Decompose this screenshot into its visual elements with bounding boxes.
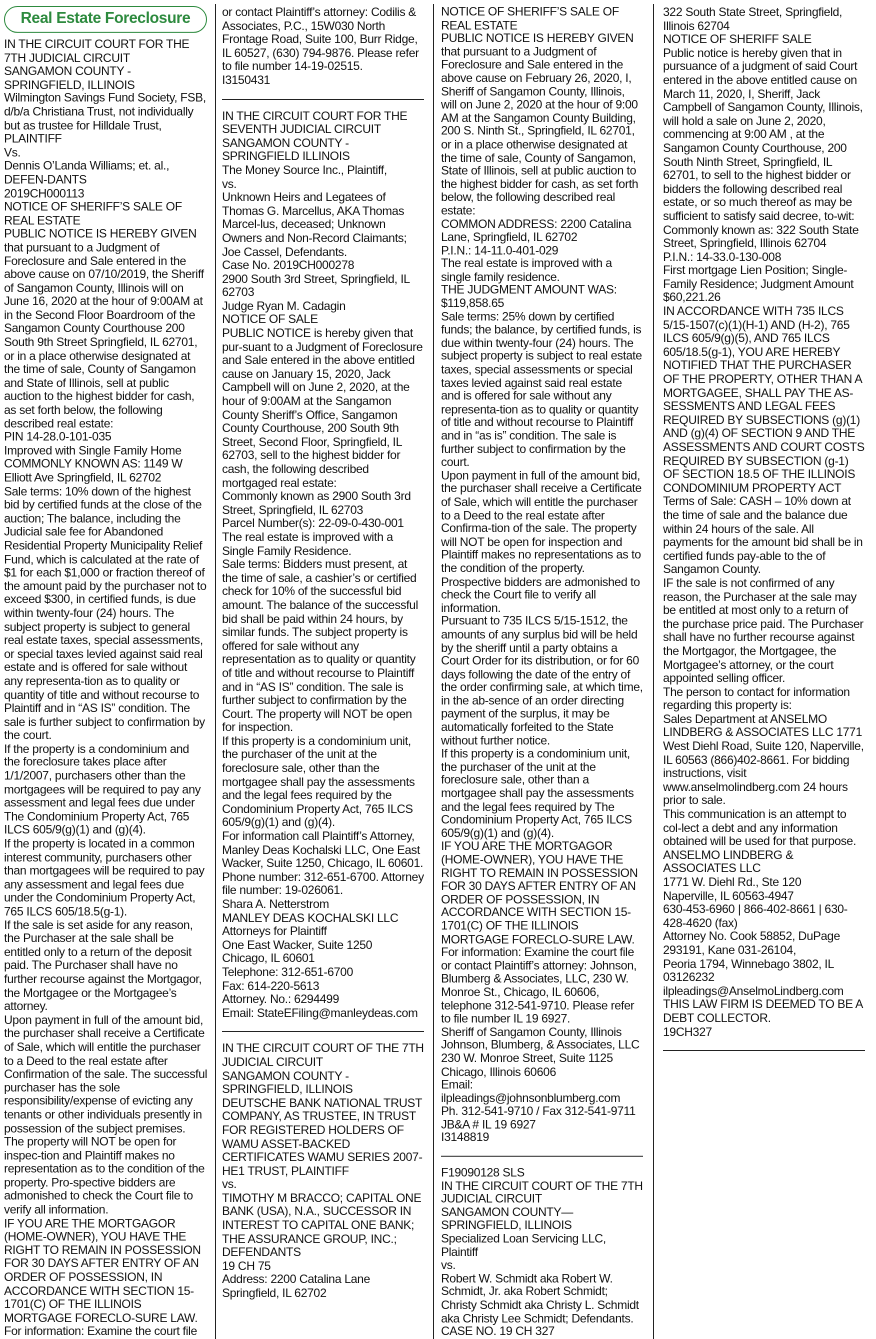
- legal-notice-body: IN THE CIRCUIT COURT OF THE 7TH JUDICIAL CIRCUIT SANGAMON COUNTY - SPRINGFIELD, ILLINOIS DEUTSCHE BANK NATIONAL TRUST COMPANY, AS TRUSTEE, IN TRUST FOR REGISTERED HOLDERS OF WAMU ASSET-BACKED CERTIFICATES WAMU SERIES 2007-HE1 TRUST, PLAINTIFF vs. TIMOTHY M BRACCO; CAPITAL ONE BANK (USA), N.A., SUCCESSOR IN INTEREST TO CAPITAL ONE BANK; THE ASSURANCE GROUP, INC.; DEFENDANTS 19 CH 75 Address: 2200 Catalina Lane Springfield, IL 62702: [222, 1041, 424, 1301]
- column-2: [222, 6, 424, 1339]
- legal-notice-body: or contact Plaintiff’s attorney: Codilis & Associates, P.C., 15W030 North Frontage Road, Suite 100, Burr Ridge, IL 60527, (630) 794-9876. Please refer to file number 14-19-02515. I3150431: [222, 6, 419, 87]
- notice-separator: [441, 1156, 643, 1157]
- legal-notice-body: IN THE CIRCUIT COURT FOR THE 7TH JUDICIAL CIRCUIT SANGAMON COUNTY - SPRINGFIELD, ILLINOIS Wilmington Savings Fund Society, FSB, d/b/a Christiana Trust, not individually but as trustee for Hilldale Trust, PLAINTIFF Vs. Dennis O’Landa Williams; et. al., DEFEN-DANTS 2019CH000113 NOTICE OF SHERIFF’S SALE OF REAL ESTATE PUBLIC NOTICE IS HEREBY GIVEN that pursuant to a Judgment of Foreclosure and Sale entered in the above cause on 07/10/2019, the Sheriff of Sangamon County, Illinois will on June 16, 2020 at the hour of 9:00AM at in the Second Floor Boardroom of the Sangamon County Courthouse 200 South 9th Street Springfield, IL 62701, or in a place otherwise designated at the time of sale, County of Sangamon and State of Illinois, sell at public auction to the highest bidder for cash, as set forth below, the following described real estate: PIN 14-28.0-101-035 Improved with Single Family Home COMMONLY KNOWN AS: 1149 W Elliott Ave Springfield, IL 62702 Sale terms: 10% down of the highest bid by certified funds at the close of the auction; The balance, including the Judicial sale fee for Abandoned Residential Property Municipality Relief Fund, which is calculated at the rate of $1 for each $1,000 or fraction thereof of the amount paid by the purchaser not to exceed $300, in certified funds, is due within twenty-four (24) hours. The subject property is subject to general real estate taxes, special assessments, or special taxes levied against said real estate and is offered for sale without any representa-tion as to quality or quantity of title and without recourse to Plaintiff and in “AS IS” condition. The sale is further subject to confirmation by the court. If the property is a condominium and the foreclosure takes place after 1/1/2007, purchasers other than the mortgagees will be required to pay any assessment and legal fees due under The Condominium Property Act, 765 ILCS 605/9(g)(1) and (g)(4). If the property is located in a common interest community, purchasers other than mortgagees will be required to pay any assessment and legal fees due under the Condominium Property Act, 765 ILCS 605/18.5(g-1). If the sale is set aside for any reason, the Purchaser at the sale shall be entitled only to a return of the deposit paid. The Purchaser shall have no further recourse against the Mortgagor, the Mortgagee or the Mortgagee’s attorney. Upon payment in full of the amount bid, the purchaser shall receive a Certificate of Sale, which will entitle the purchaser to a Deed to the real estate after Confirmation of the sale. The successful purchaser has the sole responsibility/expense of evicting any tenants or other individuals presently in possession of the subject premises. The property will NOT be open for inspec-tion and Plaintiff makes no representation as to the condition of the property. Pro-spective bidders are admonished to check the Court file to verify all information. IF YOU ARE THE MORTGAGOR (HOME-OWNER), YOU HAVE THE RIGHT TO REMAIN IN POSSESSION FOR 30 DAYS AFTER ENTRY OF AN ORDER OF POSSESSION, IN ACCORDANCE WITH SECTION 15-1701(C) OF THE ILLINOIS MORTGAGE FORECLO-SURE LAW. For information: Examine the court file: [4, 36, 208, 1339]
- section-banner: Real Estate Foreclosure: [4, 6, 207, 33]
- legal-notice-body: NOTICE OF SHERIFF’S SALE OF REAL ESTATE PUBLIC NOTICE IS HEREBY GIVEN that pursuant to a Judgment of Foreclosure and Sale entered in the above cause on February 26, 2020, I, Sheriff of Sangamon County, Illinois, will on June 2, 2020 at the hour of 9:00 AM at the Sangamon County Building, 200 S. Ninth St., Springfield, IL 62701, or in a place otherwise designated at the time of sale, County of Sangamon, State of Illinois, sell at public auction to the highest bidder for cash, as set forth below, the following described real estate: COMMON ADDRESS: 2200 Catalina Lane, Springfield, IL 62702 P.I.N.: 14-11.0-401-029 The real estate is improved with a single family residence. THE JUDGMENT AMOUNT WAS: $119,858.65 Sale terms: 25% down by certified funds; the balance, by certified funds, is due within twenty-four (24) hours. The subject property is subject to real estate taxes, special assessments or special taxes levied against said real estate and is offered for sale without any representa-tion as to quality or quantity of title and without recourse to Plaintiff and in “as is” condition. The sale is further subject to confirmation by the court. Upon payment in full of the amount bid, the purchaser shall receive a Certificate of Sale, which will entitle the purchaser to a Deed to the real estate after Confirma-tion of the sale. The property will NOT be open for inspection and Plaintiff makes no representations as to the condition of the property. Prospective bidders are admonished to check the Court file to verify all information. Pursuant to 735 ILCS 5/15-1512, the amounts of any surplus bid will be held by the sheriff until a party obtains a Court Order for its distribution, or for 60 days following the date of the entry of the order confirming sale, at which time, in the ab-sence of an order directing payment of the surplus, it may be automatically forfeited to the State without further notice. If this property is a condominium unit, the purchaser of the unit at the foreclosure sale, other than a mortgagee shall pay the assessments and the legal fees required by The Condominium Property Act, 765 ILCS 605/9(g)(1) and (g)(4). IF YOU ARE THE MORTGAGOR (HOME-OWNER), YOU HAVE THE RIGHT TO REMAIN IN POSSESSION FOR 30 DAYS AFTER ENTRY OF AN ORDER OF POSSESSION, IN ACCORDANCE WITH SECTION 15-1701(C) OF THE ILLINOIS MORTGAGE FORECLO-SURE LAW. For information: Examine the court file or contact Plaintiff’s attorney: Johnson, Blumberg & Associates, LLC, 230 W. Monroe St., Chicago, IL 60606, telephone 312-541-9710. Please refer to file number IL 19 6927. Sheriff of Sangamon County, Illinois Johnson, Blumberg, & Associates, LLC 230 W. Monroe Street, Suite 1125 Chicago, Illinois 60606 Email: ilpleadings@johnsonblumberg.com Ph. 312-541-9710 / Fax 312-541-9711 JB&A # IL 19 6927 I3148819: [441, 6, 643, 1145]
- notice-separator: [222, 1031, 424, 1032]
- notice-separator: [222, 99, 424, 100]
- legal-notice-body: 322 South State Street, Springfield, Illinois 62704 NOTICE OF SHERIFF SALE Public notice is hereby given that in pursuance of a judgment of said Court entered in the above entitled cause on March 11, 2020, I, Sheriff, Jack Campbell of Sangamon County, Illinois, will hold a sale on June 2, 2020, commencing at 9:00 AM , at the Sangamon County Courthouse, 200 South Ninth Street, Springfield, IL 62701, to sell to the highest bidder or bidders the following described real estate, or so much thereof as may be sufficient to satisfy said decree, to-wit: Commonly known as: 322 South State Street, Springfield, Illinois 62704 P.I.N.: 14-33.0-130-008 First mortgage Lien Position; Single-Family Residence; Judgment Amount $60,221.26 IN ACCORDANCE WITH 735 ILCS 5/15-1507(c)(1)(H-1) AND (H-2), 765 ILCS 605/9(g)(5), AND 765 ILCS 605/18.5(g-1), YOU ARE HEREBY NOTIFIED THAT THE PURCHASER OF THE PROPERTY, OTHER THAN A MORTGAGEE, SHALL PAY THE AS-SESSMENTS AND LEGAL FEES REQUIRED BY SUBSECTIONS (g)(1) AND (g)(4) OF SECTION 9 AND THE ASSESSMENTS AND COURT COSTS REQUIRED BY SUBSECTION (g-1) OF SECTION 18.5 OF THE ILLINOIS CONDOMINIUM PROPERTY ACT Terms of Sale: CASH – 10% down at the time of sale and the balance due within 24 hours of the sale. All payments for the amount bid shall be in certified funds pay-able to the of Sangamon County. IF the sale is not confirmed of any reason, the Purchaser at the sale may be entitled at most only to a return of the purchase price paid. The Purchaser shall have no further recourse against the Mortgagor, the Mortgagee, the Mortgagee’s attorney, or the court appointed selling officer. The person to contact for information regarding this property is: Sales Department at ANSELMO LINDBERG & ASSOCIATES LLC 1771 West Diehl Road, Suite 120, Naperville, IL 60563 (866)402-8661. For bidding instructions, visit www.anselmolindberg.com 24 hours prior to sale. This communication is an attempt to col-lect a debt and any information obtained will be used for that purpose. ANSELMO LINDBERG & ASSOCIATES LLC 1771 W. Diehl Rd., Ste 120 Naperville, IL 60563-4947 630-453-6960 | 866-402-8661 | 630-428-4620 (fax) Attorney No. Cook 58852, DuPage 293191, Kane 031-26104, Peoria 1794, Winnebago 3802, IL 03126232 ilpleadings@AnselmoLindberg.com THIS LAW FIRM IS DEEMED TO BE A DEBT COLLECTOR. 19CH327: [663, 6, 865, 1039]
- column-3: [441, 6, 643, 1339]
- column-divider: [215, 4, 216, 1339]
- notice-separator: [663, 1050, 865, 1051]
- legal-notice-body: F19090128 SLS IN THE CIRCUIT COURT OF THE 7TH JUDICIAL CIRCUIT SANGAMON COUNTY—SPRINGFIELD, ILLINOIS Specialized Loan Servicing LLC, Plaintiff vs. Robert W. Schmidt aka Robert W. Schmidt, Jr. aka Robert Schmidt; Christy Schmidt aka Christy L. Schmidt aka Christy Lee Schmidt; Defendants. CASE NO. 19 CH 327: [441, 1165, 643, 1339]
- column-1: [4, 6, 208, 1339]
- column-divider: [433, 4, 434, 1339]
- column-4: [663, 6, 865, 1339]
- legal-notice-body: IN THE CIRCUIT COURT FOR THE SEVENTH JUDICIAL CIRCUIT SANGAMON COUNTY - SPRINGFIELD ILLINOIS The Money Source Inc., Plaintiff, vs. Unknown Heirs and Legatees of Thomas G. Marcellus, AKA Thomas Marcel-lus, deceased; Unknown Owners and Non-Record Claimants; Joe Cassel, Defendants. Case No. 2019CH000278 2900 South 3rd Street, Springfield, IL 62703 Judge Ryan M. Cadagin NOTICE OF SALE PUBLIC NOTICE is hereby given that pur-suant to a Judgment of Foreclosure and Sale entered in the above entitled cause on January 15, 2020, Jack Campbell will on June 2, 2020, at the hour of 9:00AM at the Sangamon County Sheriff’s Office, Sangamon County Courthouse, 200 South 9th Street, Second Floor, Springfield, IL 62703, sell to the highest bidder for cash, the following described mortgaged real estate: Commonly known as 2900 South 3rd Street, Springfield, IL 62703 Parcel Number(s): 22-09-0-430-001 The real estate is improved with a Single Family Residence. Sale terms: Bidders must present, at the time of sale, a cashier’s or certified check for 10% of the successful bid amount. The balance of the successful bid shall be paid within 24 hours, by similar funds. The subject property is offered for sale without any representation as to quality or quantity of title and without recourse to Plaintiff and in “AS IS” condition. The sale is further subject to confirmation by the Court. The property will NOT be open for inspection. If this property is a condominium unit, the purchaser of the unit at the foreclosure sale, other than the mortgagee shall pay the assessments and the legal fees required by the Condominium Property Act, 765 ILCS 605/9(g)(1) and (g)(4). For information call Plaintiff’s Attorney, Manley Deas Kochalski LLC, One East Wacker, Suite 1250, Chicago, IL 60601. Phone number: 312-651-6700. Attorney file number: 19-026061. Shara A. Netterstrom MANLEY DEAS KOCHALSKI LLC Attorneys for Plaintiff One East Wacker, Suite 1250 Chicago, IL 60601 Telephone: 312-651-6700 Fax: 614-220-5613 Attorney. No.: 6294499 Email: StateEFiling@manleydeas.com: [222, 108, 424, 1020]
- column-divider: [653, 4, 654, 1339]
